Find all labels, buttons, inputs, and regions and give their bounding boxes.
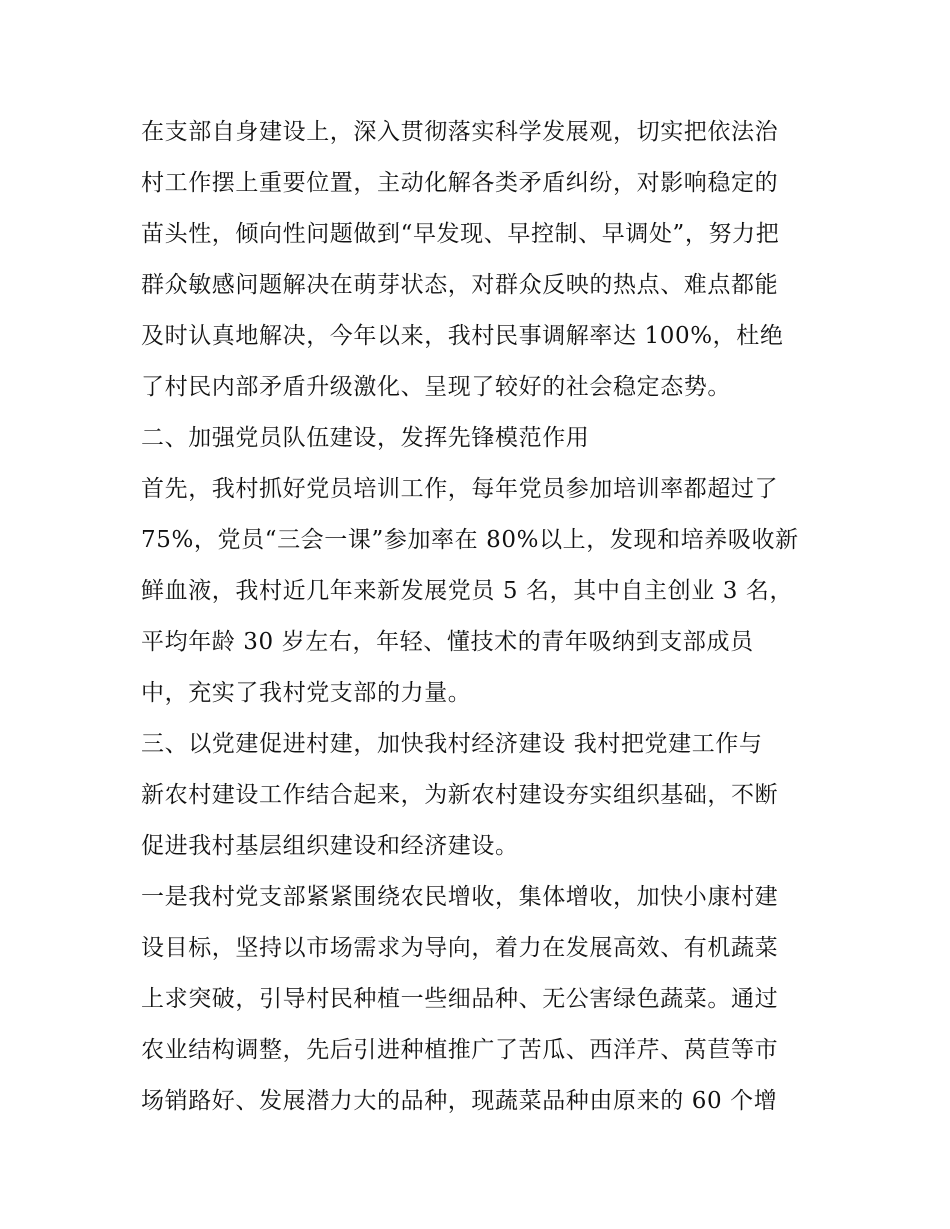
- text-line: 场销路好、发展潜力大的品种，现蔬菜品种由原来的 60 个增: [141, 1088, 778, 1114]
- text-line: 农业结构调整，先后引进种植推广了苦瓜、西洋芹、莴苣等市: [141, 1037, 779, 1063]
- text-line: 上求突破，引导村民种植一些细品种、无公害绿色蔬菜。通过: [141, 986, 779, 1012]
- text-line: 在支部自身建设上，深入贯彻落实科学发展观，切实把依法治: [141, 119, 779, 145]
- text-line: 中，充实了我村党支部的力量。: [141, 680, 472, 706]
- section-heading: 三、以党建促进村建，加快我村经济建设 我村把党建工作与: [141, 731, 763, 757]
- text-line: 平均年龄 30 岁左右，年轻、懂技术的青年吸纳到支部成员: [141, 629, 754, 655]
- text-line: 促进我村基层组织建设和经济建设。: [141, 833, 519, 859]
- text-line: 一是我村党支部紧紧围绕农民增收，集体增收，加快小康村建: [141, 884, 779, 910]
- text-line: 及时认真地解决，今年以来，我村民事调解率达 100%，杜绝: [141, 323, 784, 349]
- text-line: 苗头性，倾向性问题做到“早发现、早控制、早调处”，努力把: [141, 221, 780, 247]
- text-line: 新农村建设工作结合起来，为新农村建设夯实组织基础，不断: [141, 782, 779, 808]
- text-line: 首先，我村抓好党员培训工作，每年党员参加培训率都超过了: [141, 476, 779, 502]
- document-body: [141, 107, 821, 1127]
- text-line: 群众敏感问题解决在萌芽状态，对群众反映的热点、难点都能: [141, 272, 779, 298]
- text-line: 设目标，坚持以市场需求为导向，着力在发展高效、有机蔬菜: [141, 935, 779, 961]
- text-line: 了村民内部矛盾升级激化、呈现了较好的社会稳定态势。: [141, 374, 731, 400]
- text-line: 75%，党员“三会一课”参加率在 80%以上，发现和培养吸收新: [141, 527, 799, 553]
- section-heading: 二、加强党员队伍建设，发挥先锋模范作用: [141, 425, 590, 451]
- text-line: 村工作摆上重要位置，主动化解各类矛盾纠纷，对影响稳定的: [141, 170, 779, 196]
- text-line: 鲜血液，我村近几年来新发展党员 5 名，其中自主创业 3 名，: [141, 578, 794, 604]
